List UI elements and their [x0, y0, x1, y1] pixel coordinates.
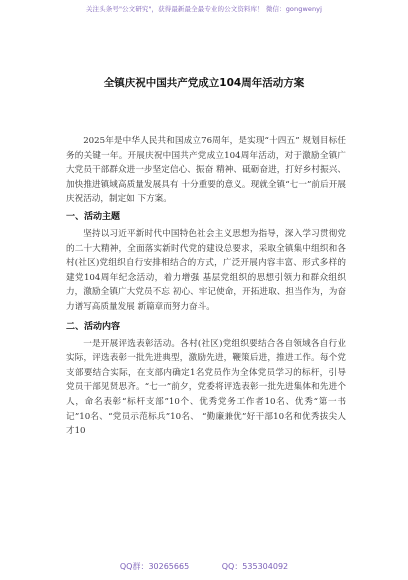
document-body [66, 134, 346, 439]
section-heading-theme: 一、活动主题 [66, 211, 121, 222]
header-banner: 关注头条号"公文研究"，获得最新最全最专业的公文资料库！ 微信：gongwenyj [85, 5, 323, 13]
intro-paragraph: 2025年是中华人民共和国成立76周年，是实现“十四五” 规划目标任务的关键一年。开展庆祝中国共产党成立104周年活动，对于激励全镇广大党员干部群众进一步坚定信心、振奋 精神、砥砺奋进，打好乡村振兴、加快推进镇域高质量发展具有 十分重要的意义。现就全镇“七一”前后开展庆祝活动，制定如 下方案。 [66, 136, 346, 205]
section-paragraph-content: 一是开展评选表彰活动。各村(社区)党组织要结合各自领域各自行业实际，评选表彰一批先进典型，激励先进，鞭策后进，推进工作。每个党支部要结合实际，在支部内确定1名党员作为全体党员学习的标杆，引导党员干部见贤思齐。“七一”前夕，党委将评选表彰一批先进集体和先进个人，命名表彰“标杆支部”10个、优秀党务工作者10名、优秀“第一书记”10名、“党员示范标兵”10名、 “勤廉兼优”好干部10名和优秀拔尖人才10 [66, 338, 346, 437]
section-heading-content: 二、活动内容 [66, 321, 121, 332]
footer-contact [0, 561, 408, 572]
footer-qq-group: QQ群：30265665 [119, 562, 190, 571]
document-title: 全镇庆祝中国共产党成立104周年活动方案 [103, 77, 305, 89]
section-paragraph-theme: 坚持以习近平新时代中国特色社会主义思想为指导，深入学习贯彻党的二十大精神，全面落实新时代党的建设总要求，采取全镇集中组织和各村(社区)党组织自行安排相结合的方式，广泛开展内容丰富、形式多样的建党104周年纪念活动，着力增强 基层党组织的思想引领力和群众组织力，激励全镇广大党员不忘 初心、牢记使命，开拓进取、担当作为，为奋力谱写高质量发展 新篇章而努力奋斗。 [66, 228, 346, 312]
footer-qq: QQ：535304092 [221, 562, 289, 571]
